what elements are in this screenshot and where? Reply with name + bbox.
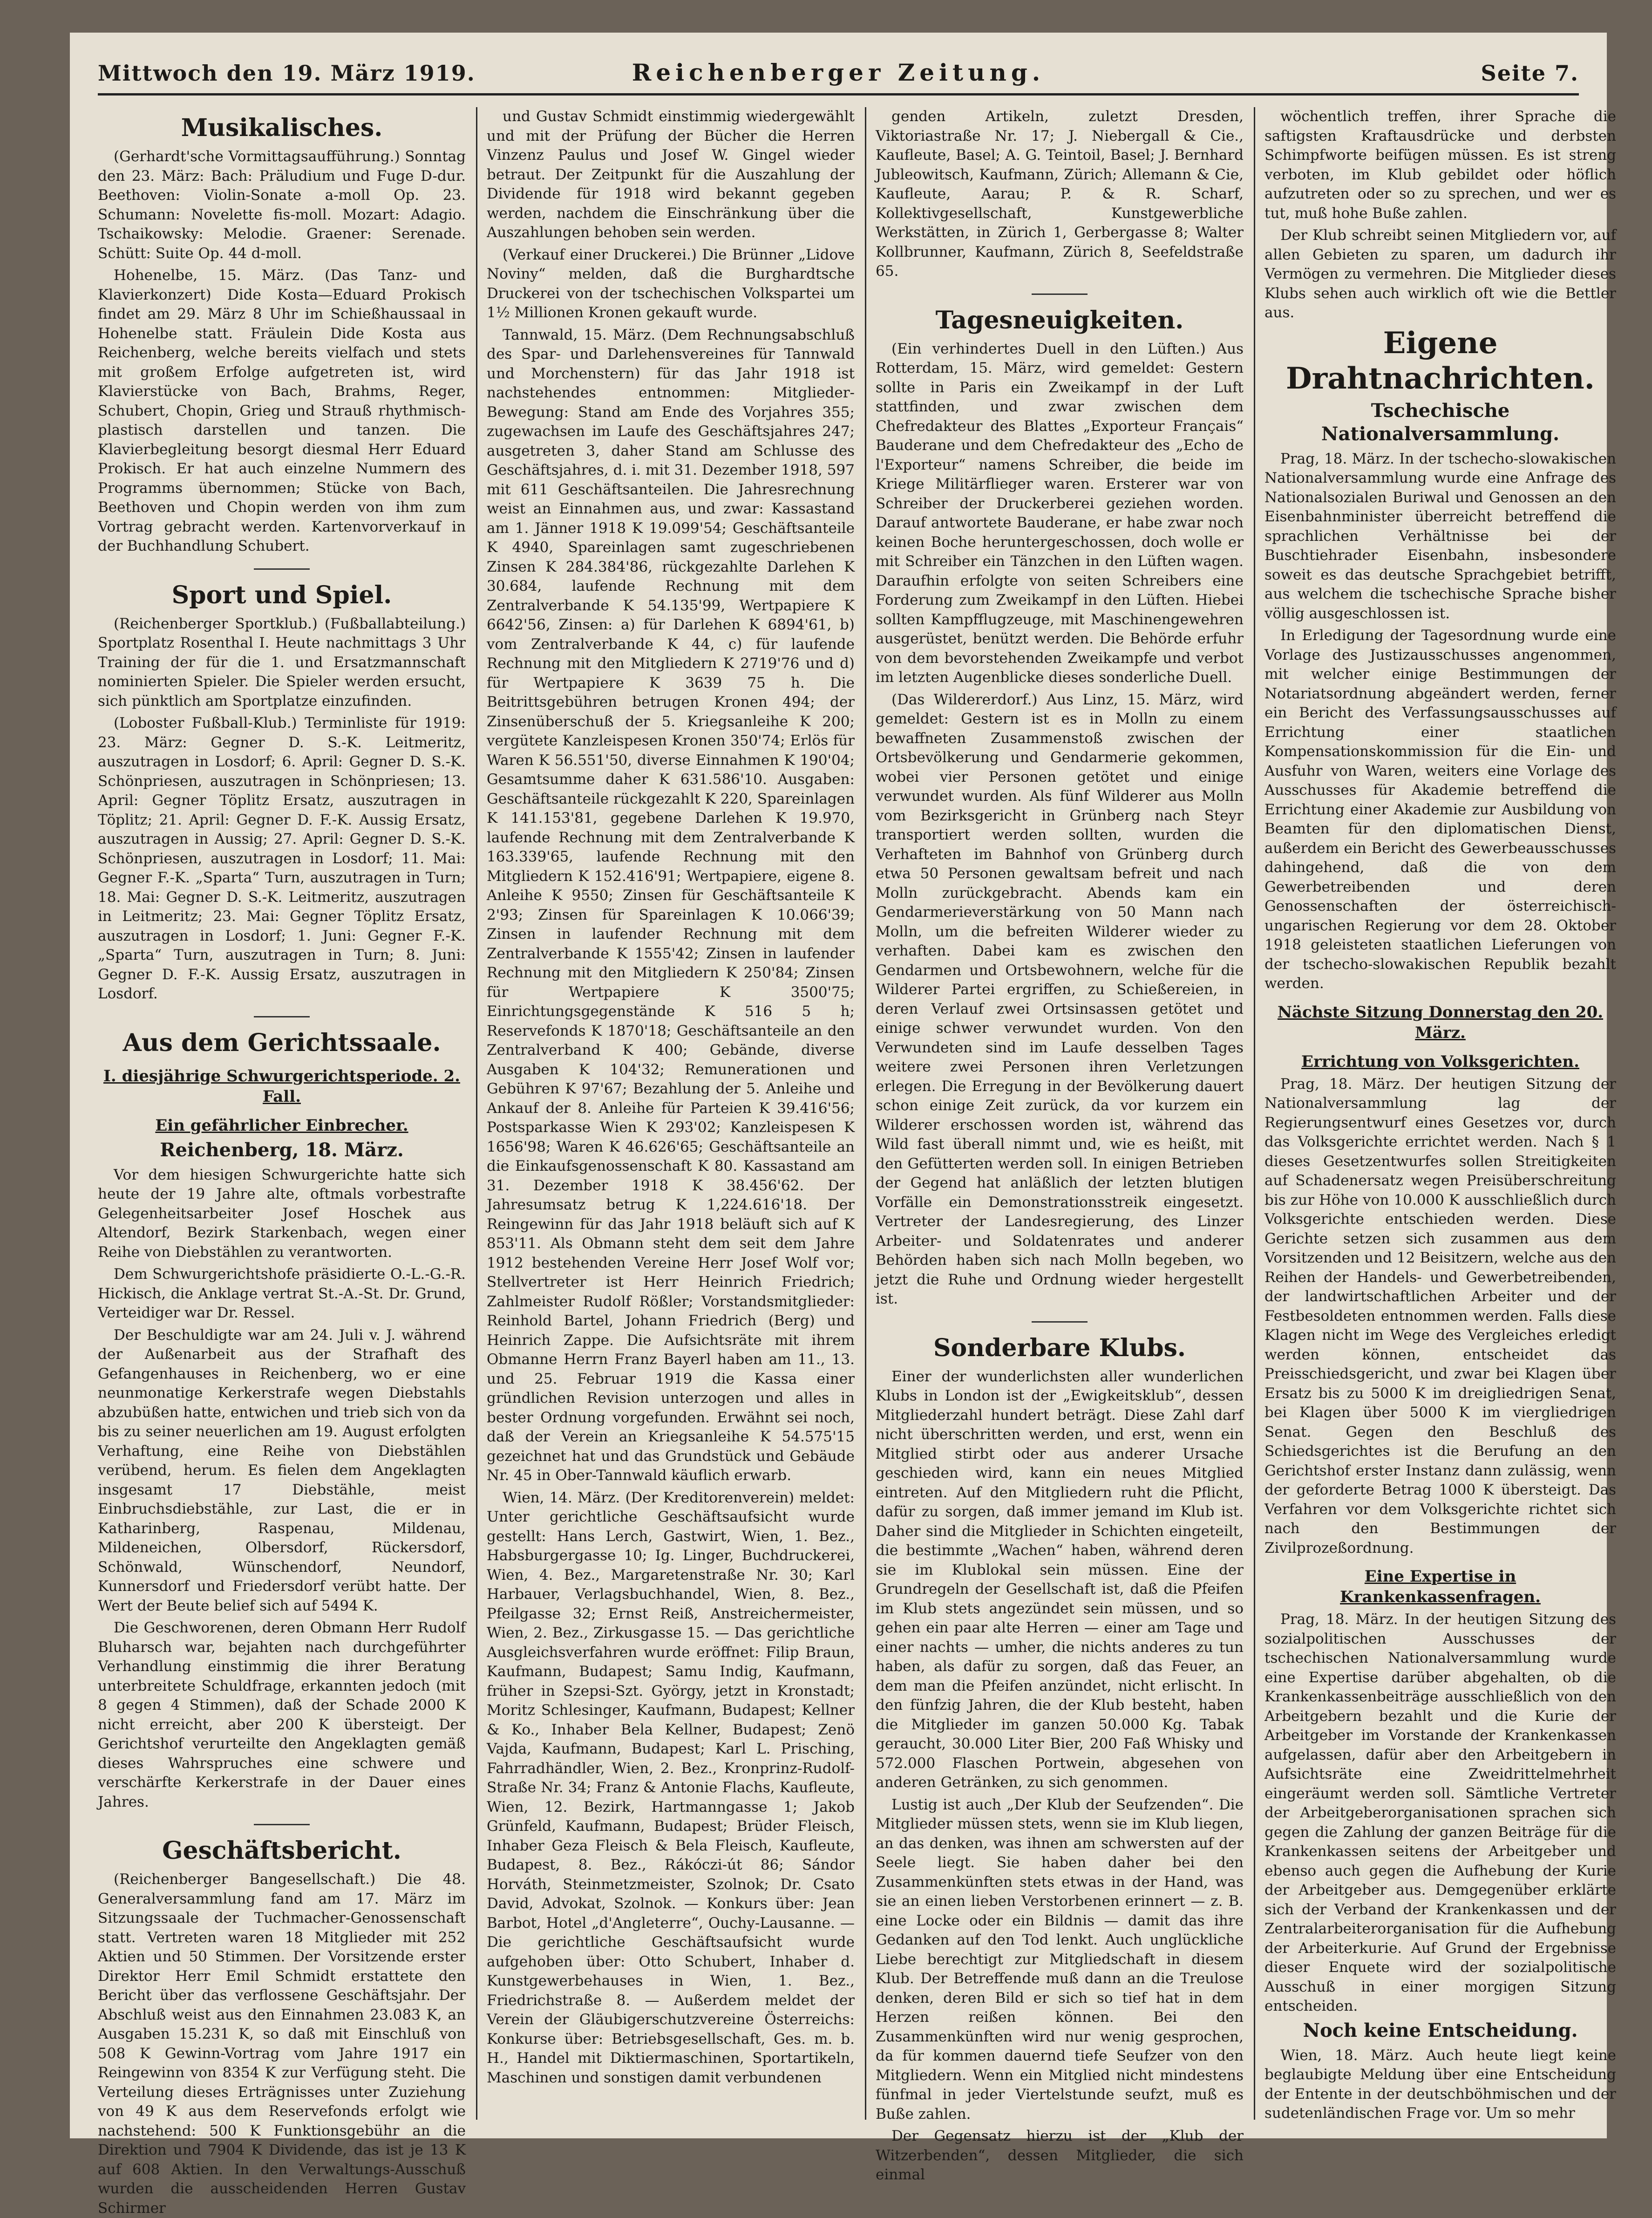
article-paragraph: Vor dem hiesigen Schwurgerichte hatte sich heute der 19 Jahre alte, oftmals vorbestrafte Gelegenheitsarbeiter Josef Hoschek aus Altendorf, Bezirk Starkenbach, wegen einer Reihe von Diebstählen zu verantworten. [98, 1166, 466, 1261]
article-paragraph: Wien, 18. März. Auch heute liegt keine beglaubigte Meldung über eine Entscheidung der Entente in der deutschböhmischen und der sudetenländischen Frage vor. Um so mehr [1264, 2047, 1616, 2122]
subheading: Eine Expertise in Krankenkassenfragen. [1340, 1567, 1541, 1606]
article-paragraph: genden Artikeln, zuletzt Dresden, Viktoriastraße Nr. 17; J. Niebergall & Cie., Kaufleute, Basel; A. G. Teintoil, Basel; J. Bernhard Jubleowitsch, Kaufmann, Zürich; Allemann & Cie, Kaufleute, Aarau; P. & R. Scharf, Kollektivgesellschaft, Kunstgewerbliche Werkstätten, in Zürich 1, Gerbergasse 8; Walter Kollbrunner, Kaufmann, Zürich 8, Seefeldstraße 65. [876, 108, 1244, 280]
newspaper-page [70, 33, 1616, 2217]
subheading: Noch keine Entscheidung. [1303, 2019, 1578, 2041]
column-1 [98, 107, 466, 2217]
article-paragraph: Prag, 18. März. Der heutigen Sitzung der Nationalversammlung lag der Regierungsentwurf eines Gesetzes vor, durch das Volksgerichte errichtet werden. Nach § 1 dieses Gesetzentwurfes sollen Streitigkeiten auf Schadenersatz wegen Preisüberschreitung bis zur Höhe von 10.000 K ausschließlich durch Volksgerichte entschieden werden. Diese Gerichte setzen sich zusammen aus dem Vorsitzenden und 12 Beisitzern, welche aus den Reihen der Handels- und Gewerbetreibenden, der landwirtschaftlichen Arbeiter und der Festbesoldeten entnommen werden. Falls diese Klagen nicht im Wege des Vergleiches erledigt werden können, entscheidet das Preisschiedsgericht, und zwar bei Klagen über Ersatz bis zu 5000 K im dreigliedrigen Senat, bei Klagen über 5000 K im viergliedrigen Senat. Gegen den Beschluß des Schiedsgerichtes ist die Berufung an den Gerichtshof erster Instanz dann zulässig, wenn der geforderte Betrag 1000 K übersteigt. Das Verfahren vor dem Volksgerichte richtet sich nach den Bestimmungen der Zivilprozeßordnung. [1264, 1075, 1616, 1556]
article-paragraph: Der Klub schreibt seinen Mitgliedern vor, auf allen Gebieten zu sparen, um dadurch ihr Vermögen zu vermehren. Die Mitglieder dieses Klubs sehen auch wirklich oft wie die Bettler aus. [1264, 227, 1616, 321]
article-paragraph: (Loboster Fußball-Klub.) Terminliste für 1919: 23. März: Gegner D. S.-K. Leitmeritz, auszutragen in Losdorf; 6. April: Gegner D. S.-K. Schönpriesen, auszutragen in Schönpriesen; 13. April: Gegner Töplitz Ersatz, auszutragen in Töplitz; 21. April: Gegner D. F.-K. Aussig Ersatz, auszutragen in Aussig; 27. April: Gegner D. S.-K. Schönpriesen, auszutragen in Losdorf; 11. Mai: Gegner F.-K. „Sparta“ Turn, auszutragen in Turn; 18. Mai: Gegner D. S.-K. Leitmeritz, auszutragen in Leitmeritz; 23. Mai: Gegner Töplitz Ersatz, auszutragen in Losdorf; 1. Juni: Gegner F.-K. „Sparta“ Turn, auszutragen in Turn; 8. Juni: Gegner D. F.-K. Aussig Ersatz, auszutragen in Losdorf. [98, 715, 466, 1002]
subheading: Ein gefährlicher Einbrecher. [155, 1116, 408, 1135]
section-heading-tages: Tagesneuigkeiten. [935, 306, 1184, 334]
article-paragraph: (Ein verhindertes Duell in den Lüften.) Aus Rotterdam, 15. März, wird gemeldet: Gestern sollte in Paris ein Zweikampf in der Luft stattfinden, und zwar zwischen dem Chefredakteur des Blattes „Exporteur Français“ Bauderane und dem Chefredakteur des „Echo de l'Exporteur“ namens Schreiber, die beide im Kriege Militärflieger waren. Ersterer war von Schreiber der Druckerberei geziehen worden. Darauf antwortete Bauderane, er habe zwar noch keinen Boche heruntergeschossen, doch wolle er mit Schreiber ein Tänzchen in den Lüften wagen. Daraufhin erfolgte von seiten Schreibers eine Forderung zum Zweikampf in den Lüften. Hiebei sollten Kampfflugzeuge, mit Maschinengewehren ausgerüstet, benützt werden. Die Behörde erfuhr von dem bevorstehenden Zweikampfe und verbot im letzten Augenblicke dieses sonderliche Duell. [876, 340, 1244, 686]
section-heading-klubs: Sonderbare Klubs. [933, 1333, 1186, 1362]
article-paragraph: In Erledigung der Tagesordnung wurde eine Vorlage des Justizausschusses angenommen, mit welcher einige Bestimmungen der Notariatsordnung abgeändert werden, ferner ein Bericht des Verfassungsausschusses auf Errichtung einer staatlichen Kompensationskommission für die Ein- und Ausfuhr von Waren, weiters eine Vorlage des Ausschusses für Akademie betreffend die Errichtung einer Akademie zur Ausbildung von Beamten für den diplomatischen Dienst, außerdem ein Bericht des Gewerbeausschusses dahingehend, daß die von dem Gewerbetreibenden und deren Genossenschaften der österreichisch-ungarischen Regierung vor dem 28. Oktober 1918 geleisteten staatlichen Lieferungen von der tschecho-slowakischen Republik bezahlt werden. [1264, 627, 1616, 992]
article-paragraph: und Gustav Schmidt einstimmig wiedergewählt und mit der Prüfung der Bücher die Herren Vinzenz Paulus und Josef W. Gingel wieder betraut. Der Zeitpunkt für die Auszahlung der Dividende für 1918 wird bekannt gegeben werden, nachdem die Einschränkung über die Auszahlungen behoben sein werden. [487, 108, 855, 241]
masthead: Reichenberger Zeitung. [632, 59, 1045, 86]
article-paragraph: (Das Wildererdorf.) Aus Linz, 15. März, wird gemeldet: Gestern ist es in Molln zu einem bewaffneten Zusammenstoß zwischen der Ortsbevölkerung und Gendarmerie gekommen, wobei vier Personen getötet und einige verwundet wurden. Als fünf Wilderer aus Molln vom Bezirksgericht in Grünberg nach Steyr transportiert werden sollten, wurden die Verhafteten im Bahnhof von Grünberg durch etwa 50 Personen gewaltsam befreit und nach Molln zurückgebracht. Abends kam ein Gendarmerieverstärkung von 50 Mann nach Molln, um die befreiten Wilderer wieder zu verhaften. Dabei kam es zwischen den Gendarmen und Ortsbewohnern, welche für die Wilderer Partei ergriffen, zu Schießereien, in deren Verlauf zwei Ortsinsassen getötet und einige schwer verwundet wurden. Von den Verwundeten sind im Laufe desselben Tages weitere zwei Personen ihren Verletzungen erlegen. Die Erregung in der Bevölkerung dauert schon einige Zeit zurück, da vor kurzem ein Wilderer erschossen worden ist, während das Wild fast überall nimmt und, wie es heißt, mit den Gefütterten werden soll. In einigen Betrieben der Gegend hat anläßlich der letzten blutigen Vorfälle ein Demonstrationsstreik eingesetzt. Vertreter der Landesregierung, des Linzer Arbeiter- und Soldatenrates und anderer Behörden haben sich nach Molln begeben, wo jetzt die Ruhe und Ordnung wieder hergestellt ist. [876, 691, 1244, 1307]
dateline: Reichenberg, 18. März. [160, 1139, 404, 1161]
article-paragraph: (Gerhardt'sche Vormittagsaufführung.) Sonntag den 23. März: Bach: Präludium und Fuge D-dur. Beethoven: Violin-Sonate a-moll Op. 23. Schumann: Novelette fis-moll. Mozart: Adagio. Tschaikowsky: Melodie. Graener: Serenade. Schütt: Suite Op. 44 d-moll. [98, 148, 466, 262]
article-paragraph: (Reichenberger Sportklub.) (Fußballabteilung.) Sportplatz Rosenthal I. Heute nachmittags 3 Uhr Training der für die 1. und Ersatzmannschaft nominierten Spieler. Die Spieler werden ersucht, sich pünktlich am Sportplatze einzufinden. [98, 615, 466, 710]
issue-date: Mittwoch den 19. März 1919. [98, 61, 476, 86]
article-paragraph: (Verkauf einer Druckerei.) Die Brünner „Lidove Noviny“ melden, daß die Burghardtsche Druckerei von der tschechischen Volkspartei um 1½ Millionen Kronen gekauft wurde. [487, 246, 855, 321]
section-heading-gericht: Aus dem Gerichtssaale. [122, 1028, 441, 1057]
article-paragraph: Einer der wunderlichsten aller wunderlichen Klubs in London ist der „Ewigkeitsklub“, dessen Mitgliederzahl hundert beträgt. Diese Zahl darf nicht überschritten werden, und erst, wenn ein Mitglied stirbt oder aus anderer Ursache geschieden wird, kann ein neues Mitglied eintreten. Auf den Mitgliedern ruht die Pflicht, dafür zu sorgen, daß immer jemand im Klub ist. Daher sind die Mitglieder in Schichten eingeteilt, die bestimmte „Wachen“ haben, während deren sie im Klublokal sein müssen. Eine der Grundregeln der Gesellschaft ist, daß die Pfeifen im Klub stets angezündet sein müssen, und so gehen ein paar alte Herren — einer am Tage und einer nachts — umher, die nichts anderes zu tun haben, als dafür zu sorgen, daß das Feuer, an dem man die Pfeifen anzündet, nicht erlischt. In den fünfzig Jahren, die der Klub besteht, haben die Mitglieder im ganzen 50.000 Kg. Tabak geraucht, 30.000 Liter Bier, 200 Faß Whisky und 572.000 Flaschen Portwein, abgesehen von anderen Getränken, zu sich genommen. [876, 1368, 1244, 1791]
article-paragraph: Lustig ist auch „Der Klub der Seufzenden“. Die Mitglieder müssen stets, wenn sie im Klub liegen, an das denken, was ihnen am schwersten auf der Seele liegt. Sie haben daher bei den Zusammenkünften stets etwas in der Hand, was sie an einen lieben Verstorbenen erinnert — z. B. eine Locke oder ein Bildnis — damit das ihre Gedanken auf den Tod lenkt. Auch unglückliche Liebe berechtigt zur Mitgliedschaft in diesem Klub. Der Betreffende muß dann an die Treulose denken, deren Bild er sich so tief hat in dem Herzen reißen können. Bei den Zusammenkünften wird nur wenig gesprochen, da für kommen dauernd tiefe Seufzer von den Mitgliedern. Wenn ein Mitglied nicht mindestens fünfmal in jeder Viertelstunde seufzt, muß es Buße zahlen. [876, 1796, 1244, 2122]
article-paragraph: Prag, 18. März. In der tschecho-slowakischen Nationalversammlung wurde eine Anfrage des Nationalsozialen Buriwal und Genossen an den Eisenbahnminister überreicht betreffend die sprachlichen Verhältnisse bei der Buschtiehrader Eisenbahn, insbesondere soweit es das deutsche Sprachgebiet betrifft, aus welchem die tschechische Sprache bisher völlig ausgeschlossen ist. [1264, 450, 1616, 622]
article-paragraph: Hohenelbe, 15. März. (Das Tanz- und Klavierkonzert) Dide Kosta—Eduard Prokisch findet am 29. März 8 Uhr im Schießhaussaal in Hohenelbe statt. Fräulein Dide Kosta aus Reichenberg, welche bereits vielfach und stets mit großem Erfolge aufgetreten ist, wird Klavierstücke von Bach, Brahms, Reger, Schubert, Chopin, Grieg und Strauß rhythmisch-plastisch darstellen und tanzen. Die Klavierbegleitung besorgt diesmal Herr Eduard Prokisch. Er hat auch einzelne Nummern des Programms übernommen; Stücke von Bach, Beethoven und Chopin werden von ihm zum Vortrag gebracht werden. Kartenvorverkauf in der Buchhandlung Schubert. [98, 267, 466, 554]
article-paragraph: Dem Schwurgerichtshofe präsidierte O.-L.-G.-R. Hickisch, die Anklage vertrat St.-A.-St. Dr. Grund, Verteidiger war Dr. Ressel. [98, 1266, 466, 1321]
section-heading-musik: Musikalisches. [181, 114, 383, 142]
section-heading-sport: Sport und Spiel. [171, 580, 392, 609]
subheading: Tschechische Nationalversammlung. [1321, 399, 1560, 445]
article-paragraph: Die Geschworenen, deren Obmann Herr Rudolf Bluharsch war, bejahten nach durchgeführter Verhandlung einstimmig die ihrer Beratung unterbreitete Schuldfrage, erkannten jedoch (mit 8 gegen 4 Stimmen), daß der Schade 2000 K nicht erreicht, aber 200 K übersteigt. Der Gerichtshof verurteilte den Angeklagten gemäß dieses Wahrspruches eine schwere und verschärfte Kerkerstrafe in der Dauer eines Jahres. [98, 1619, 466, 1810]
column-4 [1264, 107, 1616, 2120]
article-paragraph: Der Beschuldigte war am 24. Juli v. J. während der Außenarbeit aus der Strafhaft des Gefangenhauses in Reichenberg, wo er eine neunmonatige Kerkerstrafe wegen Diebstahls abzubüßen hatte, entwichen und trieb sich von da bis zu seiner neuerlichen am 19. August erfolgten Verhaftung, eine Reihe von Diebstählen verübend, herum. Es fielen dem Angeklagten insgesamt 17 Diebstähle, meist Einbruchsdiebstähle, zur Last, die er in Katharinberg, Raspenau, Mildenau, Mildeneichen, Olbersdorf, Rückersdorf, Schönwald, Wünschendorf, Neundorf, Kunnersdorf und Friedersdorf verübt hatte. Der Wert der Beute belief sich auf 5494 K. [98, 1326, 466, 1614]
article-paragraph: Wien, 14. März. (Der Kreditorenverein) meldet: Unter gerichtliche Geschäftsaufsicht wurde gestellt: Hans Lerch, Gastwirt, Wien, 1. Bez., Habsburgergasse 10; Ig. Linger, Buchdruckerei, Wien, 4. Bez., Margaretenstraße Nr. 30; Karl Harbauer, Verlagsbuchhandel, Wien, 8. Bez., Pfeilgasse 32; Ernst Reiß, Anstreichermeister, Wien, 2. Bez., Zirkusgasse 15. — Das gerichtliche Ausgleichsverfahren wurde eröffnet: Filip Braun, Kaufmann, Budapest; Samu Indig, Kaufmann, früher in Szepsi-Szt. György, jetzt in Kronstadt; Moritz Schlesinger, Kaufmann, Budapest; Kellner & Ko., Inhaber Bela Kellner, Budapest; Zenö Vajda, Kaufmann, Budapest; Karl L. Prisching, Fahrradhändler, Wien, 2. Bez., Kronprinz-Rudolf-Straße Nr. 34; Franz & Antonie Flachs, Kaufleute, Wien, 12. Bezirk, Hartmanngasse 1; Jakob Grünfeld, Kaufmann, Budapest; Brüder Fleisch, Inhaber Geza Fleisch & Bela Fleisch, Kaufleute, Budapest, 8. Bez., Rákóczi-út 86; Sándor Horváth, Steinmetzmeister, Szolnok; Dr. Csato David, Advokat, Szolnok. — Konkurs über: Jean Barbot, Hotel „d'Angleterre“, Ouchy-Lausanne. — Die gerichtliche Geschäftsaufsicht wurde aufgehoben über: Otto Schubert, Inhaber d. Kunstgewerbehauses in Wien, 1. Bez., Friedrichstraße 8. — Außerdem meldet der Verein der Gläubigerschutzvereine Österreichs: Konkurse über: Betriebsgesellschaft, Ges. m. b. H., Handel mit Diktiermaschinen, Sportartikeln, Maschinen und sonstigen damit verbundenen [487, 1489, 855, 2086]
section-divider [1032, 293, 1088, 295]
column-2 [487, 107, 855, 2120]
article-paragraph: (Reichenberger Bangesellschaft.) Die 48. Generalversammlung fand am 17. März im Sitzungssaale der Tuchmacher-Genossenschaft statt. Vertreten waren 18 Mitglieder mit 252 Aktien und 50 Stimmen. Der Vorsitzende erster Direktor Herr Emil Schmidt erstattete den Bericht über das verflossene Geschäftsjahr. Der Abschluß weist aus den Einnahmen 23.083 K, an Ausgaben 15.231 K, so daß mit Einschluß von 508 K Gewinn-Vortrag vom Jahre 1917 ein Reingewinn von 8354 K zur Verfügung steht. Die Verteilung dieses Erträgnisses unter Zuziehung von 49 K aus dem Reservefonds erfolgt wie nachstehend: 500 K Funktionsgebühr an die Direktion und 7904 K Dividende, das ist je 13 K auf 608 Aktien. In den Verwaltungs-Ausschuß wurden die ausscheidenden Herren Gustav Schirmer [98, 1871, 466, 2217]
article-paragraph: Tannwald, 15. März. (Dem Rechnungsabschluß des Spar- und Darlehensvereines für Tannwald und Morchenstern) für das Jahr 1918 ist nachstehendes entnommen: Mitglieder-Bewegung: Stand am Ende des Vorjahres 355; zugewachsen im Laufe des Geschäftsjahres 247; ausgetreten 3, daher Stand am Schlusse des Geschäftsjahres, d. i. mit 31. Dezember 1918, 597 mit 611 Geschäftsanteilen. Die Jahresrechnung weist an Einnahmen aus, und zwar: Kassastand am 1. Jänner 1918 K 19.099'54; Geschäftsanteile K 4940, Spareinlagen samt zugeschriebenen Zinsen K 284.384'86, rückgezahlte Darlehen K 30.684, laufende Rechnung mit dem Zentralverbande K 54.135'99, Wertpapiere K 6642'56, Zinsen: a) für Darlehen K 6894'61, b) vom Zentralverbande K 44, c) für laufende Rechnung mit den Mitgliedern K 2719'76 und d) für Wertpapiere K 3639 75 h. Die Beitrittsgebühren betrugen Kronen 494; der Zinsenüberschuß der 5. Kriegsanleihe K 200; vergütete Kanzleispesen Kronen 350'74; Erlös für Waren K 56.551'50, diverse Einnahmen K 190'04; Gesamtsumme daher K 631.586'10. Ausgaben: Geschäftsanteile rückgezahlt K 220, Spareinlagen K 141.153'81, gegebene Darlehen K 19.970, laufende Rechnung mit dem Zentralverbande K 163.339'65, laufende Rechnung mit den Mitgliedern K 152.416'91; Wertpapiere, eigene 8. Anleihe K 9550; Zinsen für Geschäftsanteile K 2'93; Zinsen für Spareinlagen K 10.066'39; Zinsen in laufender Rechnung mit dem Zentralverbande K 1555'42; Zinsen in laufender Rechnung mit den Mitgliedern K 250'84; Zinsen für Wertpapiere K 3500'75; Einrichtungsgegenstände K 516 5 h; Reservefonds K 1870'18; Geschäftsanteile an den Zentralverband K 400; Gebände, diverse Ausgaben K 104'32; Remunerationen und Gebühren K 97'67; Bezahlung der 5. Anleihe und Ankauf der 8. Anleihe für Parteien K 39.416'56; Postsparkasse Wien K 293'02; Kanzleispesen K 1656'98; Waren K 46.626'65; Geschäftsanteile an die Einkaufsgenossenschaft K 80. Kassastand am 31. Dezember 1918 K 38.456'62. Der Jahresumsatz betrug K 1,224.616'18. Der Reingewinn für das Jahr 1918 beläuft sich auf K 853'11. Als Obmann steht dem seit dem Jahre 1912 bestehenden Vereine Herr Josef Wolf vor; Stellvertreter ist Herr Heinrich Friedrich; Zahlmeister Rudolf Rößler; Vorstandsmitglieder: Reinhold Bartel, Johann Friedrich (Berg) und Heinrich Zappe. Die Aufsichtsräte mit ihrem Obmanne Herrn Franz Bayerl haben am 11., 13. und 25. Februar 1919 die Kassa einer gründlichen Revision unterzogen und alles in bester Ordnung vorgefunden. Erwähnt sei noch, daß der Verein an Kriegsanleihe K 54.575'15 gezeichnet hat und das Grundstück und Gebäude Nr. 45 in Ober-Tannwald käuflich erwarb. [487, 326, 855, 1484]
section-divider [254, 1824, 310, 1825]
page-header [98, 51, 1579, 96]
section-divider [1032, 1321, 1088, 1323]
subheading: I. diesjährige Schwurgerichtsperiode. 2. Fall. [103, 1066, 461, 1106]
article-paragraph: wöchentlich treffen, ihrer Sprache die saftigsten Kraftausdrücke und derbsten Schimpfworte beifügen müssen. Es ist streng verboten, im Klub gebildet oder höflich aufzutreten oder so zu sprechen, und wer es tut, muß hohe Buße zahlen. [1264, 108, 1616, 222]
page-number: Seite 7. [1481, 61, 1579, 86]
column-3 [876, 107, 1244, 2183]
section-heading-draht: Eigene Drahtnachrichten. [1286, 325, 1595, 396]
article-paragraph: Prag, 18. März. In der heutigen Sitzung des sozialpolitischen Ausschusses der tschechischen Nationalversammlung wurde eine Expertise darüber abgehalten, ob die Krankenkassenbeiträge ausschließlich von den Arbeitgebern bezahlt und die Kurie der Arbeitgeber im Vorstande der Krankenkassen aufgelassen, dafür aber den Arbeitgebern in Aufsichtsräte eine Zweidrittelmehrheit eingeräumt werden soll. Sämtliche Vertreter der Arbeitgeberorganisationen sprachen sich gegen die Zahlung der ganzen Beiträge für die Krankenkassen seitens der Arbeitgeber und ebenso auch gegen die Aufhebung der Kurie der Arbeitgeber aus. Demgegenüber erklärte sich der Verband der Krankenkassen und der Zentralarbeiterorganisation für die Aufhebung der Arbeiterkurie. Auf Grund der Ergebnisse dieser Enquete wird der sozialpolitische Ausschuß in einer morgigen Sitzung entscheiden. [1264, 1611, 1616, 2014]
columns [98, 107, 1616, 2217]
column-rule [1254, 107, 1255, 2120]
section-divider [254, 1016, 310, 1017]
section-heading-geschaeft: Geschäftsbericht. [162, 1836, 401, 1865]
subheading: Errichtung von Volksgerichten. [1301, 1052, 1579, 1071]
subheading: Nächste Sitzung Donnerstag den 20. März. [1277, 1003, 1604, 1042]
column-rule [865, 107, 866, 2120]
column-rule [476, 107, 477, 2120]
section-divider [254, 568, 310, 570]
article-paragraph: Der Gegensatz hierzu ist der „Klub der Witzerbenden“, dessen Mitglieder, die sich einmal [876, 2128, 1244, 2183]
